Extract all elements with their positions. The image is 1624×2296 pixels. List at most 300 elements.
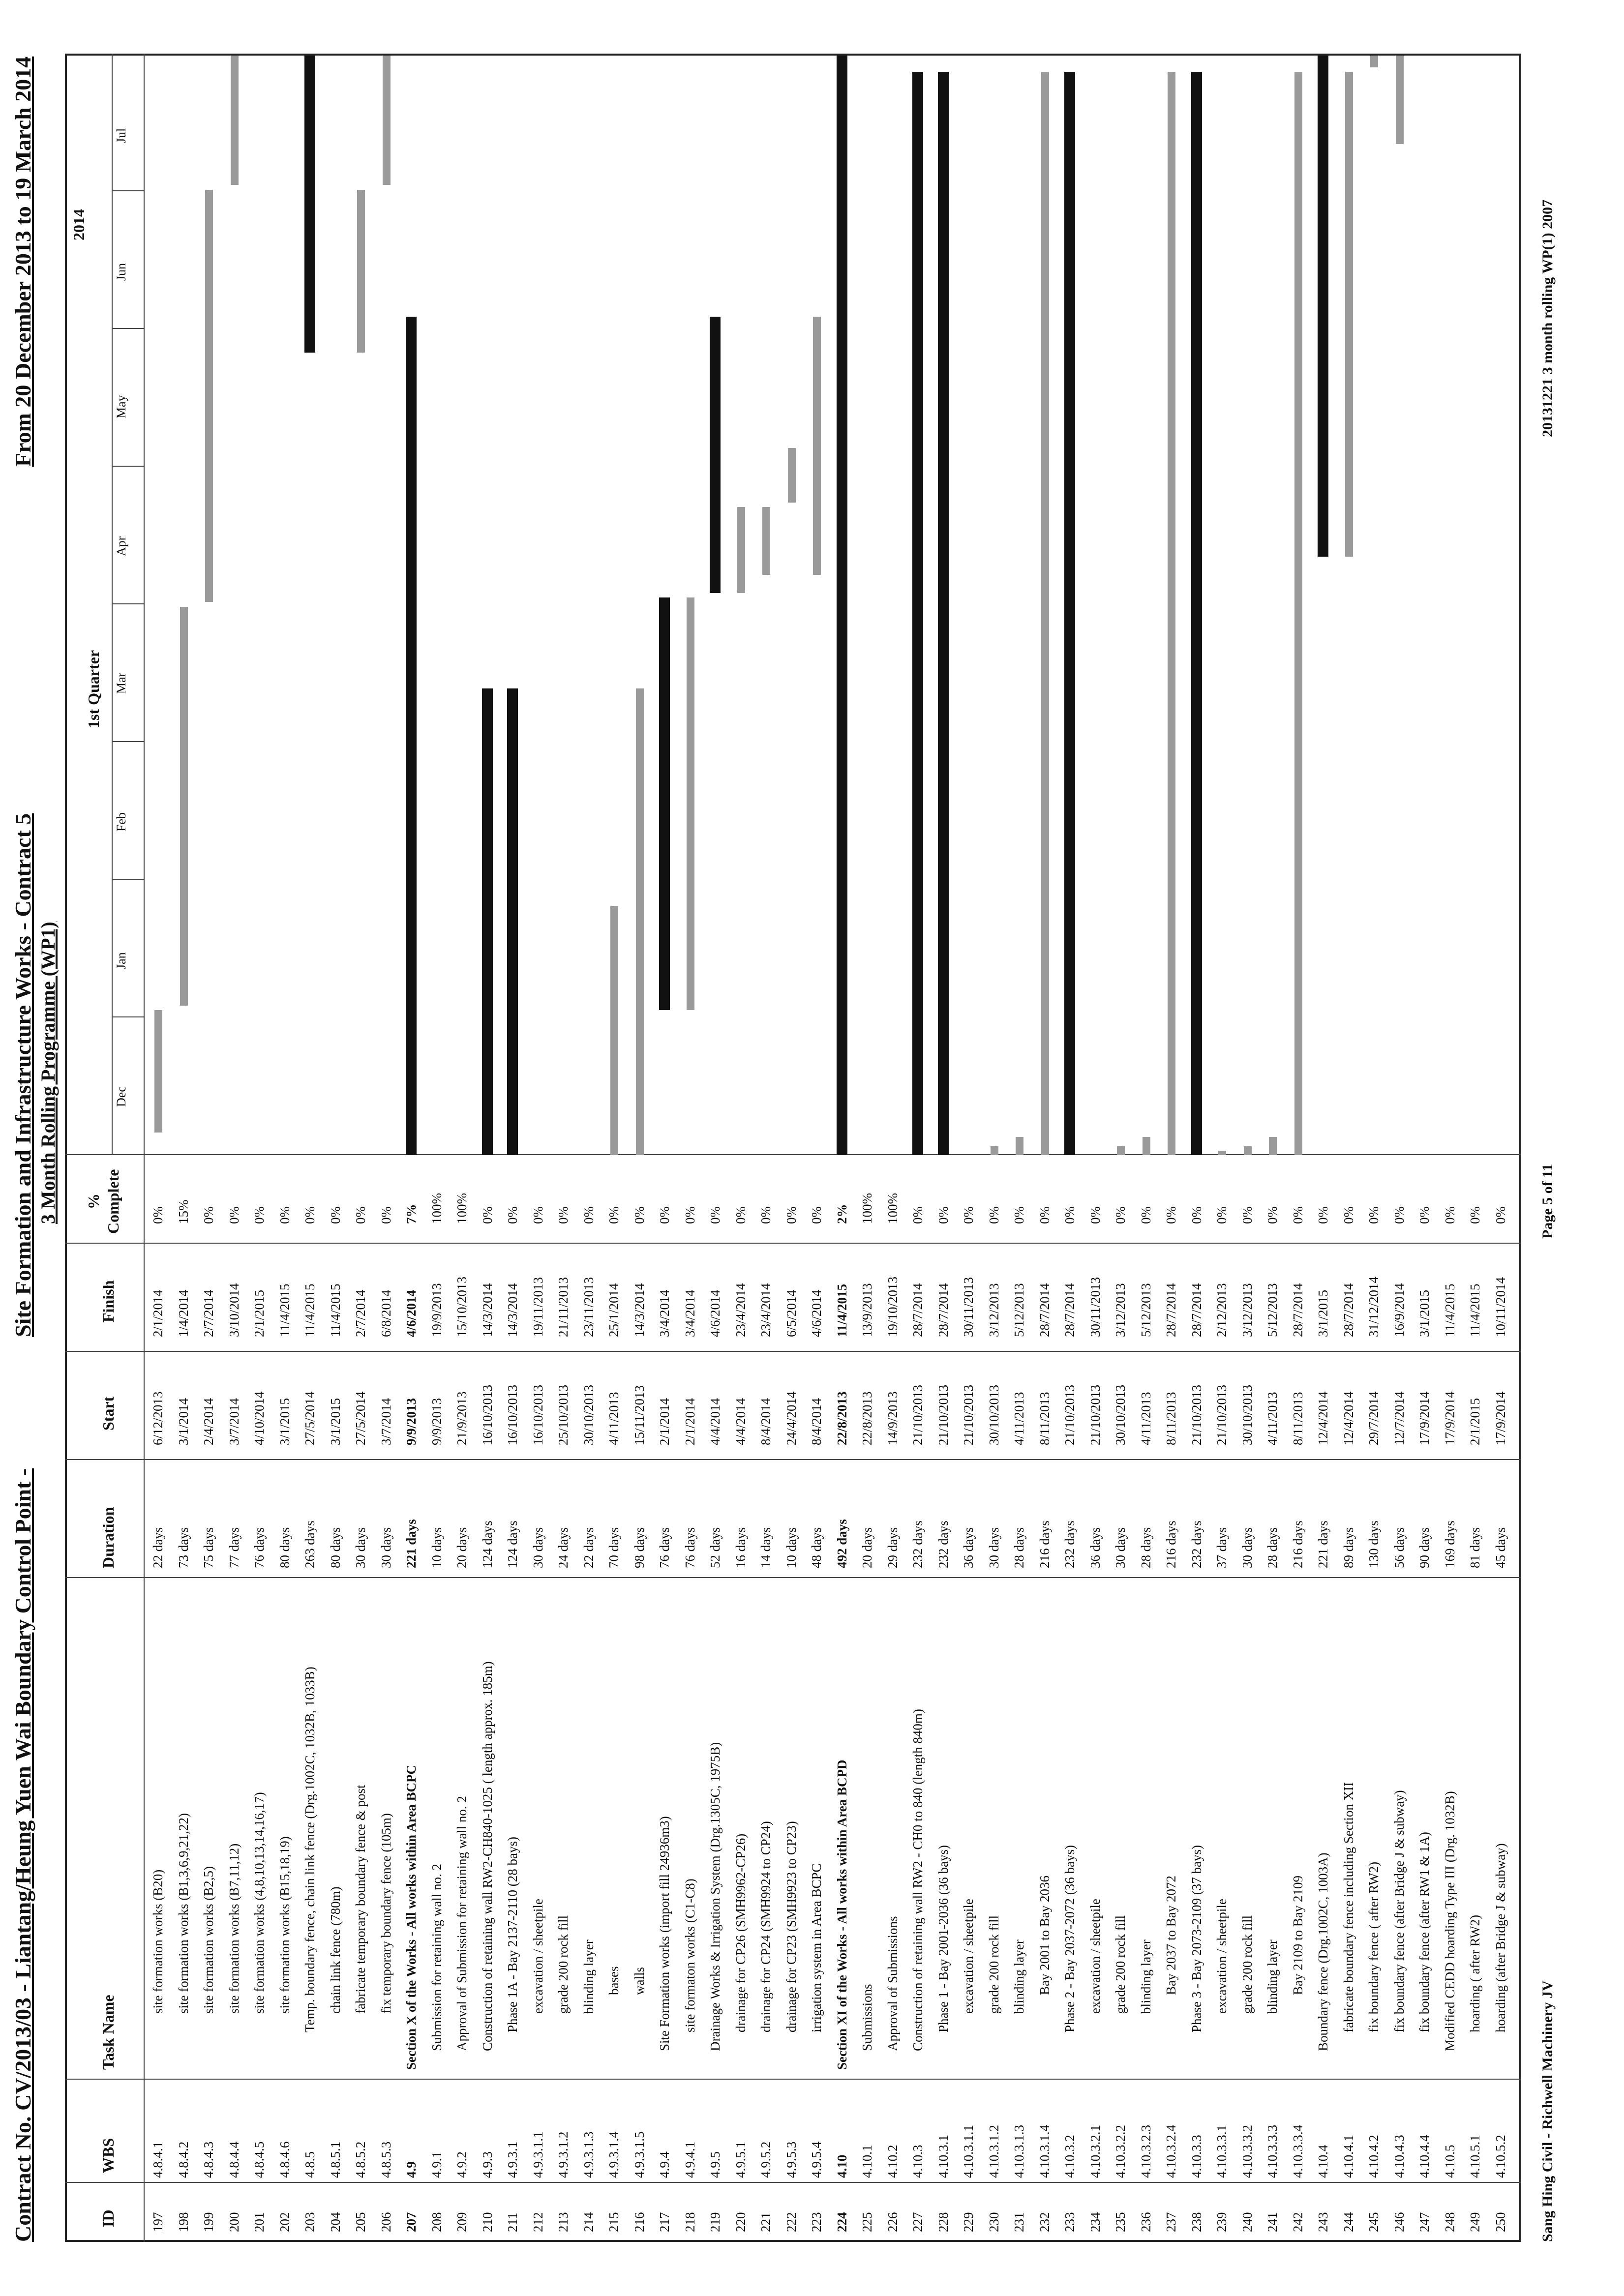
cell-wbs: 4.10.3.2.3 (1138, 2125, 1153, 2178)
cell-duration: 22 days (581, 1527, 596, 1568)
cell-pct: 100% (860, 1193, 874, 1224)
cell-pct: 0% (1493, 1206, 1508, 1224)
cell-finish: 21/11/2013 (556, 1277, 571, 1337)
cell-task: Phase 3 - Bay 2073-2109 (37 bays) (1189, 1845, 1204, 2032)
cell-task: grade 200 rock fill (1113, 1915, 1128, 2014)
cell-finish: 19/10/2013 (885, 1276, 900, 1337)
cell-wbs: 4.10.3.3.1 (1214, 2125, 1229, 2178)
cell-task: Modified CEDD hoarding Type III (Drg. 1032B) (1442, 1791, 1457, 2051)
cell-task: excavation / sheetpile (1087, 1899, 1103, 2014)
cell-duration: 20 days (454, 1527, 469, 1568)
cell-pct: 0% (378, 1206, 393, 1224)
cell-task: fix temporary boundary fence (105m) (378, 1813, 393, 2014)
cell-duration: 232 days (1062, 1521, 1077, 1568)
cell-id: 217 (657, 2212, 672, 2232)
month-divider (112, 190, 144, 191)
cell-id: 240 (1239, 2212, 1255, 2232)
cell-id: 229 (961, 2212, 976, 2232)
cell-id: 247 (1417, 2212, 1432, 2232)
timeline-month-apr: Apr (114, 536, 128, 556)
cell-start: 30/10/2013 (986, 1384, 1001, 1445)
cell-id: 215 (606, 2212, 621, 2232)
cell-pct: 0% (632, 1206, 647, 1224)
cell-finish: 23/4/2014 (758, 1283, 773, 1337)
cell-finish: 19/11/2013 (530, 1277, 545, 1337)
cell-duration: 22 days (150, 1527, 165, 1568)
gantt-bar-230 (991, 1146, 998, 1155)
cell-start: 12/4/2014 (1316, 1391, 1330, 1445)
cell-duration: 81 days (1468, 1527, 1482, 1568)
cell-task: site formation works (4,8,10,13,14,16,17) (252, 1792, 267, 2014)
cell-wbs: 4.9.3.1.3 (581, 2131, 596, 2178)
cell-pct: 0% (1341, 1206, 1356, 1224)
cell-finish: 11/4/2015 (328, 1283, 343, 1337)
cell-start: 3/1/2014 (176, 1398, 191, 1445)
cell-task: irrigation system in Area BCPC (809, 1863, 824, 2032)
cell-id: 226 (885, 2212, 900, 2232)
timeline-month-mar: Mar (114, 672, 128, 694)
cell-finish: 11/4/2015 (277, 1283, 292, 1337)
cell-finish: 3/1/2015 (1316, 1289, 1330, 1337)
gantt-bar-220 (737, 507, 745, 593)
cell-finish: 30/11/2013 (961, 1277, 976, 1337)
cell-task: fix boundary fence (after RW1 & 1A) (1417, 1832, 1432, 2032)
cell-finish: 23/11/2013 (581, 1277, 596, 1337)
cell-id: 219 (708, 2212, 722, 2232)
cell-task: grade 200 rock fill (556, 1915, 571, 2014)
cell-duration: 30 days (353, 1527, 368, 1568)
cell-task: Site Formation works (import fill 24936m3) (657, 1816, 672, 2051)
cell-wbs: 4.10.3.2.4 (1164, 2125, 1178, 2178)
timeline-month-feb: Feb (114, 812, 128, 832)
cell-task: Boundary fence (Drg.1002C, 1003A) (1316, 1852, 1330, 2051)
timeline-month-jun: Jun (114, 263, 128, 281)
cell-start: 21/10/2013 (1087, 1384, 1103, 1445)
cell-duration: 124 days (480, 1521, 495, 1568)
cell-start: 24/4/2014 (783, 1391, 799, 1445)
cell-id: 199 (201, 2212, 216, 2232)
cell-id: 245 (1366, 2212, 1381, 2232)
cell-pct: 0% (150, 1206, 165, 1224)
cell-id: 224 (834, 2212, 849, 2232)
cell-pct: 0% (1062, 1206, 1077, 1224)
cell-id: 211 (505, 2212, 520, 2232)
cell-id: 209 (454, 2212, 469, 2232)
cell-pct: 0% (581, 1206, 596, 1224)
cell-duration: 221 days (404, 1519, 419, 1568)
cell-duration: 232 days (935, 1521, 951, 1568)
cell-id: 207 (404, 2212, 419, 2232)
gantt-bar-236 (1143, 1137, 1150, 1155)
month-divider (112, 1016, 144, 1017)
cell-id: 223 (809, 2212, 824, 2232)
cell-pct: 0% (986, 1206, 1001, 1224)
cell-start: 21/10/2013 (961, 1384, 976, 1445)
cell-duration: 77 days (226, 1527, 241, 1568)
cell-pct: 0% (556, 1206, 571, 1224)
cell-pct: 0% (708, 1206, 722, 1224)
cell-pct: 0% (480, 1206, 495, 1224)
cell-task: chain link fence (780m) (328, 1886, 343, 2014)
cell-start: 16/10/2013 (530, 1384, 545, 1445)
cell-wbs: 4.10.4.4 (1417, 2135, 1432, 2178)
cell-task: drainage for CP24 (SMH9924 to CP24) (758, 1821, 773, 2032)
gantt-bar-231 (1016, 1137, 1023, 1155)
cell-task: bases (606, 1966, 621, 1995)
cell-start: 4/4/2014 (733, 1398, 748, 1445)
cell-task: blinding layer (1265, 1939, 1280, 2014)
cell-start: 15/11/2013 (632, 1385, 647, 1445)
cell-id: 205 (353, 2212, 368, 2232)
cell-duration: 45 days (1493, 1527, 1508, 1568)
cell-pct: 0% (1417, 1206, 1432, 1224)
cell-pct: 0% (606, 1206, 621, 1224)
cell-pct: 0% (1239, 1206, 1255, 1224)
cell-task: fix boundary fence ( after RW2) (1366, 1861, 1381, 2032)
cell-id: 233 (1062, 2212, 1077, 2232)
cell-pct: 0% (758, 1206, 773, 1224)
cell-finish: 3/4/2014 (657, 1289, 672, 1337)
cell-start: 21/9/2013 (454, 1391, 469, 1445)
cell-finish: 13/9/2013 (860, 1283, 874, 1337)
cell-id: 202 (277, 2212, 292, 2232)
cell-start: 8/11/2013 (1037, 1392, 1052, 1445)
cell-start: 8/11/2013 (1164, 1392, 1178, 1445)
cell-duration: 36 days (961, 1527, 976, 1568)
gantt-bar-228 (938, 72, 949, 1155)
cell-task: site formation works (B20) (150, 1869, 165, 2014)
cell-finish: 28/7/2014 (1341, 1283, 1356, 1337)
cell-task: Phase 1A - Bay 2137-2110 (28 bays) (505, 1837, 520, 2032)
cell-id: 238 (1189, 2212, 1204, 2232)
cell-id: 206 (378, 2212, 393, 2232)
cell-start: 8/11/2013 (1290, 1392, 1305, 1445)
gantt-bar-198 (180, 607, 188, 1006)
cell-start: 4/11/2013 (1138, 1392, 1153, 1445)
cell-finish: 28/7/2014 (1037, 1283, 1052, 1337)
cell-task: Bay 2109 to Bay 2109 (1290, 1876, 1305, 1995)
cell-task: Submissions (860, 1984, 874, 2051)
cell-finish: 28/7/2014 (1164, 1283, 1178, 1337)
cell-pct: 0% (935, 1206, 951, 1224)
cell-duration: 10 days (429, 1527, 444, 1568)
cell-wbs: 4.9.5.4 (809, 2141, 824, 2178)
cell-wbs: 4.8.4.4 (226, 2141, 241, 2178)
gantt-bar-206 (383, 56, 391, 185)
cell-pct: 0% (657, 1206, 672, 1224)
cell-start: 4/11/2013 (1012, 1392, 1026, 1445)
cell-finish: 14/3/2014 (632, 1283, 647, 1337)
cell-finish: 5/12/2013 (1012, 1283, 1026, 1337)
cell-start: 4/11/2013 (606, 1392, 621, 1445)
cell-start: 8/4/2014 (758, 1398, 773, 1445)
gantt-bar-219 (710, 317, 721, 593)
cell-task: Temp. boundary fence, chain link fence (Drg.1002C, 1032B, 1033B) (302, 1667, 317, 2032)
gantt-bar-218 (687, 597, 694, 1010)
cell-start: 9/9/2013 (429, 1398, 444, 1445)
cell-duration: 216 days (1290, 1521, 1305, 1568)
cell-pct: 0% (1138, 1206, 1153, 1224)
cell-task: blinding layer (1138, 1939, 1153, 2014)
cell-finish: 14/3/2014 (480, 1283, 495, 1337)
cell-start: 30/10/2013 (581, 1384, 596, 1445)
cell-duration: 124 days (505, 1521, 520, 1568)
cell-wbs: 4.8.5.2 (353, 2141, 368, 2178)
cell-finish: 25/1/2014 (606, 1283, 621, 1337)
cell-wbs: 4.10.3.3 (1189, 2135, 1204, 2178)
cell-duration: 76 days (682, 1527, 697, 1568)
cell-wbs: 4.10.3.1.4 (1037, 2125, 1052, 2178)
cell-duration: 492 days (834, 1519, 849, 1568)
cell-id: 227 (910, 2212, 925, 2232)
cell-wbs: 4.9.1 (429, 2151, 444, 2178)
cell-finish: 5/12/2013 (1138, 1283, 1153, 1337)
month-divider (112, 741, 144, 742)
month-divider (112, 879, 144, 880)
cell-finish: 2/1/2014 (150, 1289, 165, 1337)
cell-wbs: 4.8.5.3 (378, 2141, 393, 2178)
cell-duration: 56 days (1391, 1527, 1407, 1568)
header-pct-1: % (85, 1193, 102, 1209)
gantt-bar-242 (1294, 72, 1302, 1155)
cell-id: 250 (1493, 2212, 1508, 2232)
gantt-bar-232 (1041, 72, 1049, 1155)
cell-id: 246 (1391, 2212, 1407, 2232)
cell-wbs: 4.9.3 (480, 2151, 495, 2178)
cell-wbs: 4.10.3.3.4 (1290, 2125, 1305, 2178)
cell-pct: 0% (1087, 1206, 1103, 1224)
cell-id: 203 (302, 2212, 317, 2232)
cell-finish: 4/6/2014 (809, 1289, 824, 1337)
cell-pct: 0% (1113, 1206, 1128, 1224)
cell-task: blinding layer (581, 1939, 596, 2014)
cell-pct: 0% (783, 1206, 799, 1224)
cell-pct: 15% (176, 1199, 191, 1224)
cell-id: 231 (1012, 2212, 1026, 2232)
cell-start: 9/9/2013 (404, 1398, 419, 1445)
gantt-bar-239 (1218, 1151, 1226, 1155)
cell-id: 241 (1265, 2212, 1280, 2232)
cell-start: 4/11/2013 (1265, 1392, 1280, 1445)
cell-finish: 1/4/2014 (176, 1289, 191, 1337)
cell-task: Drainage Works & Irrigation System (Drg.1305C, 1975B) (708, 1742, 722, 2051)
cell-finish: 4/6/2014 (708, 1289, 722, 1337)
cell-duration: 70 days (606, 1527, 621, 1568)
cell-pct: 100% (454, 1193, 469, 1224)
month-divider (112, 603, 144, 604)
cell-wbs: 4.10.3.1.3 (1012, 2125, 1026, 2178)
cell-start: 22/8/2013 (834, 1391, 849, 1445)
cell-start: 21/10/2013 (935, 1384, 951, 1445)
cell-duration: 30 days (1239, 1527, 1255, 1568)
cell-pct: 100% (885, 1193, 900, 1224)
gantt-bar-237 (1168, 72, 1175, 1155)
cell-task: Phase 1 - Bay 2001-2036 (36 bays) (935, 1845, 951, 2032)
cell-finish: 3/10/2014 (226, 1283, 241, 1337)
cell-id: 214 (581, 2212, 596, 2232)
cell-wbs: 4.10.3.2 (1062, 2135, 1077, 2178)
cell-task: Bay 2037 to Bay 2072 (1164, 1876, 1178, 1995)
cell-start: 27/5/2014 (302, 1391, 317, 1445)
cell-start: 12/4/2014 (1341, 1391, 1356, 1445)
cell-task: grade 200 rock fill (1239, 1915, 1255, 2014)
cell-start: 16/10/2013 (480, 1384, 495, 1445)
cell-start: 3/1/2015 (328, 1398, 343, 1445)
cell-finish: 30/11/2013 (1087, 1277, 1103, 1337)
cell-finish: 5/12/2013 (1265, 1283, 1280, 1337)
cell-id: 234 (1087, 2212, 1103, 2232)
cell-finish: 2/12/2013 (1214, 1283, 1229, 1337)
cell-wbs: 4.10.3.2.2 (1113, 2125, 1128, 2178)
title-left: Contract No. CV/2013/03 - Liantang/Heung Yuen Wai Boundary Control Point - (10, 1468, 35, 2242)
cell-pct: 0% (1164, 1206, 1178, 1224)
cell-start: 22/8/2013 (860, 1391, 874, 1445)
cell-duration: 90 days (1417, 1527, 1432, 1568)
cell-wbs: 4.10.3.3.3 (1265, 2125, 1280, 2178)
cell-pct: 0% (1265, 1206, 1280, 1224)
cell-task: excavation / sheetpile (961, 1899, 976, 2014)
cell-id: 204 (328, 2212, 343, 2232)
cell-finish: 3/12/2013 (1239, 1283, 1255, 1337)
cell-start: 16/10/2013 (505, 1384, 520, 1445)
gantt-bar-224 (837, 56, 847, 1155)
cell-id: 197 (150, 2212, 165, 2232)
gantt-bar-197 (154, 1010, 162, 1133)
header-divider (144, 54, 145, 2242)
footer-right: 20131221 3 month rolling WP(1) 2007 (1539, 199, 1556, 437)
cell-start: 3/1/2015 (277, 1398, 292, 1445)
cell-task: excavation / sheetpile (1214, 1899, 1229, 2014)
cell-wbs: 4.10.2 (885, 2145, 900, 2178)
cell-id: 216 (632, 2212, 647, 2232)
cell-finish: 11/4/2015 (1442, 1283, 1457, 1337)
cell-finish: 4/6/2014 (404, 1289, 419, 1337)
cell-id: 239 (1214, 2212, 1229, 2232)
cell-pct: 0% (809, 1206, 824, 1224)
cell-wbs: 4.10.4.1 (1341, 2135, 1356, 2178)
cell-start: 30/10/2013 (1113, 1384, 1128, 1445)
cell-finish: 28/7/2014 (1062, 1283, 1077, 1337)
cell-start: 3/7/2014 (226, 1398, 241, 1445)
cell-finish: 6/8/2014 (378, 1289, 393, 1337)
cell-task: excavation / sheetpile (530, 1899, 545, 2014)
cell-wbs: 4.9.4.1 (682, 2141, 697, 2178)
cell-start: 17/9/2014 (1493, 1391, 1508, 1445)
cell-start: 6/12/2013 (150, 1391, 165, 1445)
timeline-month-jul: Jul (114, 128, 128, 143)
cell-task: Construction of retaining wall RW2 - CH0 to 840 (length 840m) (910, 1709, 925, 2051)
cell-duration: 263 days (302, 1521, 317, 1568)
cell-wbs: 4.10.3.1.1 (961, 2125, 976, 2178)
cell-wbs: 4.10.3 (910, 2145, 925, 2178)
cell-id: 244 (1341, 2212, 1356, 2232)
cell-start: 2/1/2015 (1468, 1398, 1482, 1445)
cell-pct: 100% (429, 1193, 444, 1224)
cell-pct: 0% (961, 1206, 976, 1224)
cell-start: 4/10/2014 (252, 1391, 267, 1445)
cell-wbs: 4.9.5.1 (733, 2141, 748, 2178)
gantt-bar-207 (406, 317, 417, 1155)
cell-finish: 28/7/2014 (910, 1283, 925, 1337)
cell-duration: 130 days (1366, 1521, 1381, 1568)
cell-pct: 0% (505, 1206, 520, 1224)
cell-id: 222 (783, 2212, 799, 2232)
cell-duration: 16 days (733, 1527, 748, 1568)
cell-task: blinding layer (1012, 1939, 1026, 2014)
cell-id: 220 (733, 2212, 748, 2232)
gantt-bar-246 (1396, 56, 1404, 144)
timeline-month-may: May (114, 395, 128, 418)
cell-pct: 0% (1391, 1206, 1407, 1224)
cell-start: 2/4/2014 (201, 1398, 216, 1445)
gantt-bar-217 (659, 597, 670, 1010)
cell-start: 30/10/2013 (1239, 1384, 1255, 1445)
cell-duration: 89 days (1341, 1527, 1356, 1568)
cell-finish: 23/4/2014 (733, 1283, 748, 1337)
month-divider (112, 328, 144, 329)
cell-start: 17/9/2014 (1442, 1391, 1457, 1445)
cell-wbs: 4.10.3.3.2 (1239, 2125, 1255, 2178)
title-mid: Site Formation and Infrastructure Works - Contract 5 (10, 813, 35, 1337)
cell-task: hoarding ( after RW2) (1468, 1914, 1482, 2032)
cell-task: Section X of the Works - All works within Area BCPC (404, 1764, 419, 2070)
cell-task: Submission for retaining wall no. 2 (429, 1864, 444, 2051)
header-id: ID (99, 2209, 117, 2227)
cell-pct: 0% (226, 1206, 241, 1224)
cell-id: 198 (176, 2212, 191, 2232)
cell-finish: 2/7/2014 (201, 1289, 216, 1337)
gantt-bar-227 (912, 72, 923, 1155)
gantt-bar-233 (1064, 72, 1075, 1155)
cell-task: hoarding (after Bridge J & subway) (1493, 1843, 1508, 2032)
cell-wbs: 4.10.3.1.2 (986, 2125, 1001, 2178)
cell-duration: 76 days (657, 1527, 672, 1568)
cell-pct: 0% (910, 1206, 925, 1224)
cell-start: 27/5/2014 (353, 1391, 368, 1445)
cell-wbs: 4.8.5 (302, 2151, 317, 2178)
cell-finish: 28/7/2014 (935, 1283, 951, 1337)
gantt-bar-238 (1191, 72, 1202, 1155)
cell-task: Section XI of the Works - All works within Area BCPD (834, 1759, 849, 2070)
cell-task: fix boundary fence (after Bridge J & subway) (1391, 1790, 1407, 2032)
cell-task: walls (632, 1967, 647, 1995)
cell-wbs: 4.8.4.6 (277, 2141, 292, 2178)
gantt-bar-216 (636, 688, 644, 1155)
timeline-month-jan: Jan (114, 952, 128, 969)
cell-id: 248 (1442, 2212, 1457, 2232)
cell-wbs: 4.9.3.1.1 (530, 2131, 545, 2178)
cell-id: 237 (1164, 2212, 1178, 2232)
cell-finish: 2/1/2015 (252, 1289, 267, 1337)
cell-id: 208 (429, 2212, 444, 2232)
header-finish: Finish (99, 1280, 117, 1322)
gantt-bar-223 (813, 317, 821, 575)
cell-duration: 36 days (1087, 1527, 1103, 1568)
cell-duration: 20 days (860, 1527, 874, 1568)
cell-pct: 0% (277, 1206, 292, 1224)
cell-duration: 73 days (176, 1527, 191, 1568)
cell-wbs: 4.8.4.2 (176, 2141, 191, 2178)
cell-wbs: 4.10.3.2.1 (1087, 2125, 1103, 2178)
cell-id: 201 (252, 2212, 267, 2232)
cell-start: 14/9/2013 (885, 1391, 900, 1445)
cell-duration: 232 days (1189, 1521, 1204, 1568)
footer-left: Sang Hing Civil - Richwell Machinery JV (1539, 1980, 1556, 2242)
cell-finish: 3/1/2015 (1417, 1289, 1432, 1337)
cell-duration: 216 days (1037, 1521, 1052, 1568)
cell-finish: 28/7/2014 (1290, 1283, 1305, 1337)
month-divider (112, 466, 144, 467)
